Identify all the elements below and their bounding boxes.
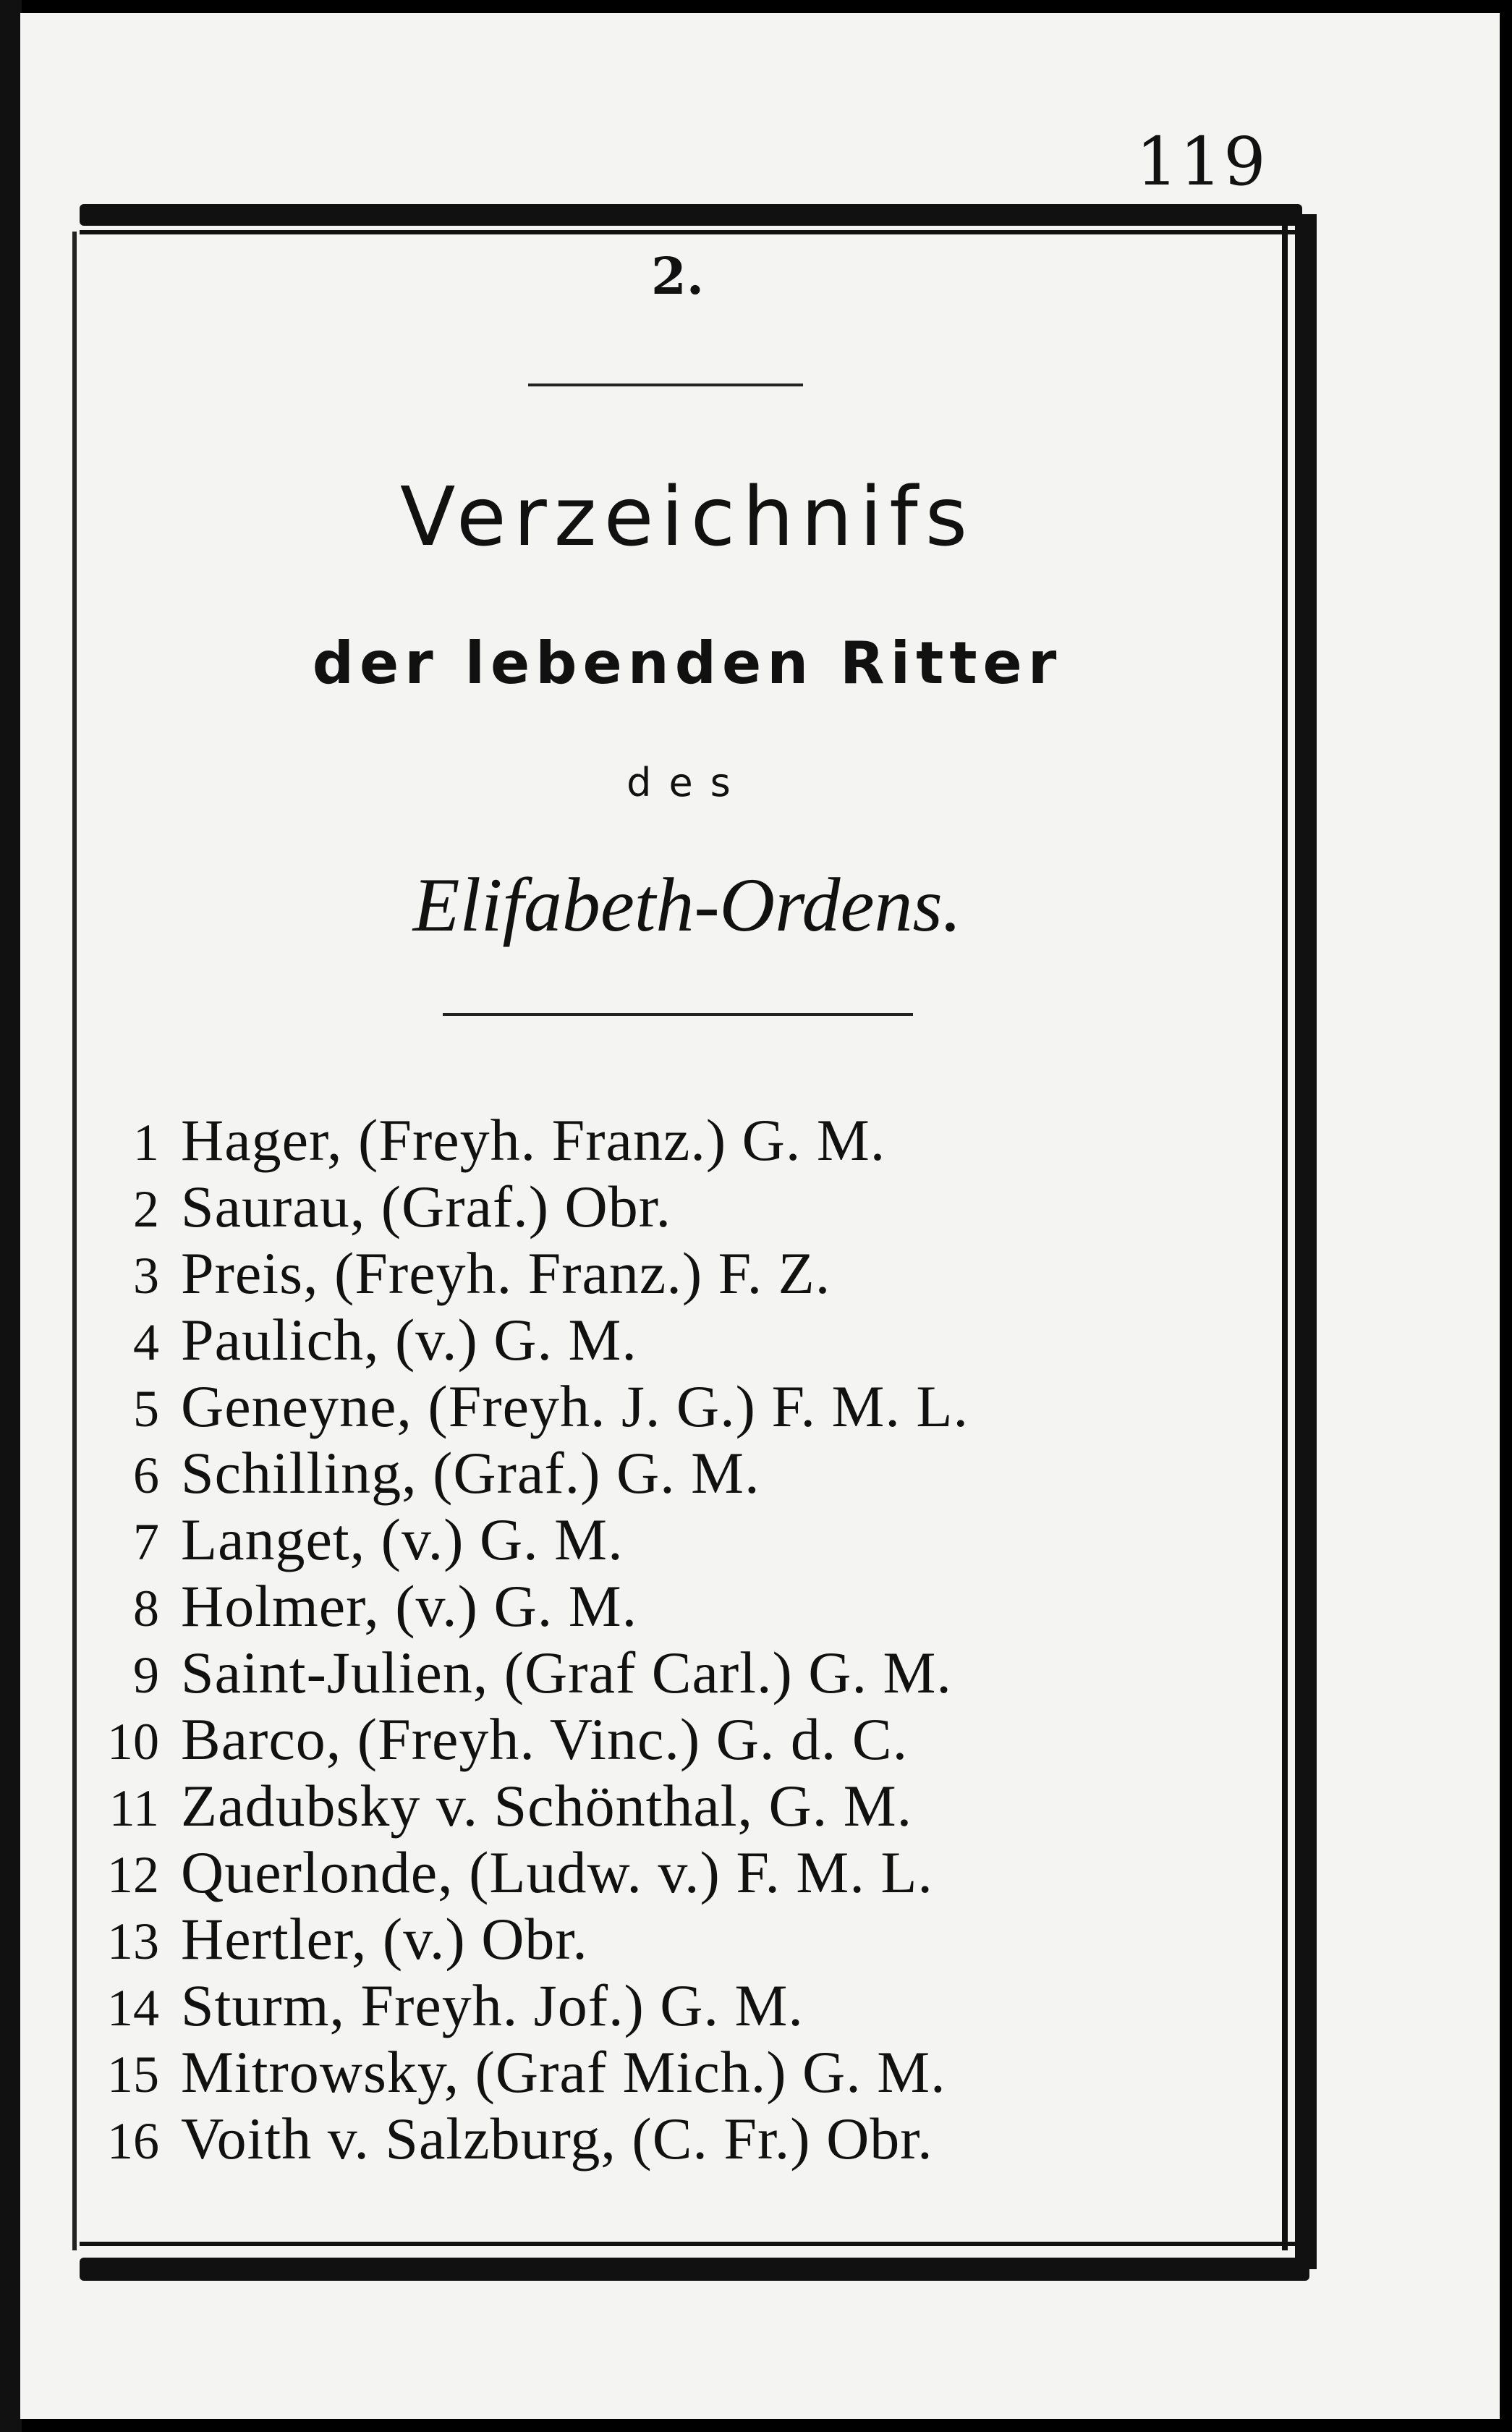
entry-number: 4 bbox=[133, 1313, 159, 1371]
entry-number: 12 bbox=[107, 1846, 159, 1904]
list-item bbox=[87, 2039, 1302, 2106]
page-edge-shadow bbox=[0, 0, 22, 2432]
list-item bbox=[87, 1640, 1302, 1706]
divider-rule-upper bbox=[528, 384, 803, 386]
entry-text: Saint-Julien, (Graf Carl.) G. M. bbox=[181, 1640, 952, 1706]
title-connector: des bbox=[627, 760, 748, 805]
entry-number: 14 bbox=[107, 1979, 159, 2037]
list-item bbox=[87, 1573, 1302, 1640]
top-thick-rule bbox=[80, 204, 1302, 226]
entry-text: Hager, (Freyh. Franz.) G. M. bbox=[181, 1107, 886, 1173]
list-item bbox=[87, 1507, 1302, 1573]
section-number: 2. bbox=[651, 246, 705, 306]
entry-number: 7 bbox=[133, 1513, 159, 1571]
entry-number: 5 bbox=[133, 1380, 159, 1438]
entry-text: Hertler, (v.) Obr. bbox=[181, 1906, 588, 1972]
entry-text: Schilling, (Graf.) G. M. bbox=[181, 1440, 760, 1506]
list-item bbox=[87, 1973, 1302, 2039]
top-thin-rule bbox=[80, 230, 1295, 234]
list-item bbox=[87, 1373, 1302, 1440]
entry-number: 15 bbox=[107, 2046, 159, 2103]
entry-text: Paulich, (v.) G. M. bbox=[181, 1307, 637, 1373]
entry-text: Zadubsky v. Schönthal, G. M. bbox=[181, 1773, 913, 1839]
list-item bbox=[87, 1706, 1302, 1773]
entry-number: 1 bbox=[133, 1114, 159, 1171]
list-item bbox=[87, 1773, 1302, 1839]
list-item bbox=[87, 1107, 1302, 1174]
entry-number: 6 bbox=[133, 1446, 159, 1504]
entry-number: 11 bbox=[109, 1779, 159, 1837]
entry-text: Holmer, (v.) G. M. bbox=[181, 1573, 638, 1639]
list-item bbox=[87, 1174, 1302, 1240]
list-item bbox=[87, 1307, 1302, 1373]
entry-text: Barco, (Freyh. Vinc.) G. d. C. bbox=[181, 1706, 909, 1772]
bottom-thick-rule bbox=[80, 2258, 1309, 2281]
entry-text: Querlonde, (Ludw. v.) F. M. L. bbox=[181, 1839, 933, 1905]
entry-number: 2 bbox=[133, 1180, 159, 1238]
list-item bbox=[87, 1839, 1302, 1906]
list-item bbox=[87, 1906, 1302, 1973]
list-item bbox=[87, 2106, 1302, 2172]
page-number: 119 bbox=[1136, 123, 1267, 200]
entry-text: Langet, (v.) G. M. bbox=[181, 1507, 624, 1572]
list-item bbox=[87, 1240, 1302, 1307]
entry-number: 13 bbox=[107, 1912, 159, 1970]
entry-text: Mitrowsky, (Graf Mich.) G. M. bbox=[181, 2039, 946, 2105]
entry-number: 8 bbox=[133, 1580, 159, 1637]
title-main: Verzeichnifs bbox=[399, 470, 975, 564]
entry-text: Preis, (Freyh. Franz.) F. Z. bbox=[181, 1240, 831, 1306]
entry-number: 10 bbox=[107, 1713, 159, 1771]
entry-text: Geneyne, (Freyh. J. G.) F. M. L. bbox=[181, 1373, 969, 1439]
knights-list bbox=[87, 1107, 1302, 2172]
entry-text: Voith v. Salzburg, (C. Fr.) Obr. bbox=[181, 2106, 933, 2172]
title-subtitle: der lebenden Ritter bbox=[312, 630, 1063, 697]
bottom-thin-rule bbox=[80, 2242, 1295, 2246]
divider-rule-lower bbox=[443, 1013, 913, 1016]
entry-number: 9 bbox=[133, 1646, 159, 1704]
entry-number: 16 bbox=[107, 2112, 159, 2170]
title-order-name: Elifabeth-Ordens. bbox=[412, 863, 962, 947]
list-item bbox=[87, 1440, 1302, 1507]
entry-text: Saurau, (Graf.) Obr. bbox=[181, 1174, 672, 1240]
entry-text: Sturm, Freyh. Jof.) G. M. bbox=[181, 1973, 804, 2038]
entry-number: 3 bbox=[133, 1247, 159, 1305]
